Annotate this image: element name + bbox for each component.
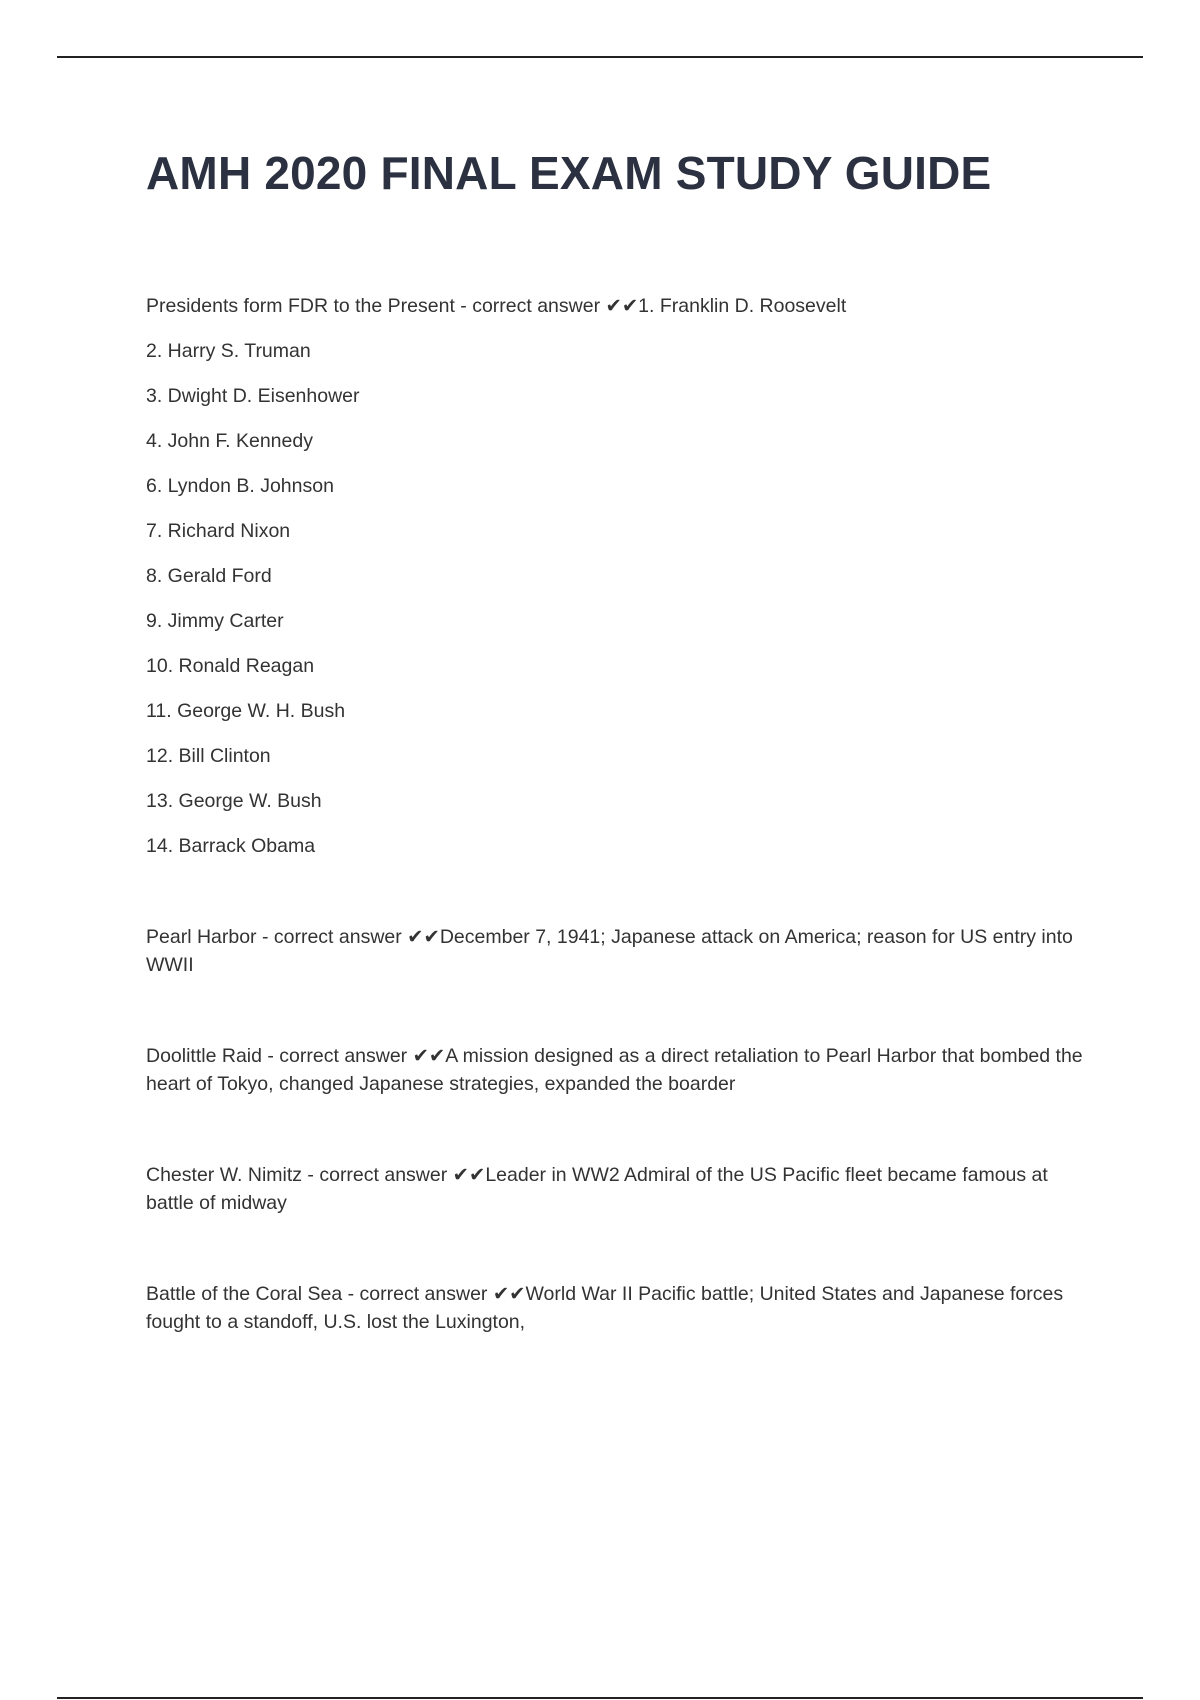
qa-block-coral-sea (146, 1280, 1096, 1336)
list-item: 7. Richard Nixon (146, 520, 291, 542)
list-item: 4. John F. Kennedy (146, 430, 313, 452)
document-title: AMH 2020 FINAL EXAM STUDY GUIDE (146, 147, 992, 199)
list-item: 13. George W. Bush (146, 790, 322, 812)
list-item: 9. Jimmy Carter (146, 610, 284, 632)
qa-text: Chester W. Nimitz - correct answer ✔✔Leader in WW2 Admiral of the US Pacific fleet became famous at battle of midway (146, 1164, 1048, 1214)
list-item: 11. George W. H. Bush (146, 700, 346, 722)
presidents-question: Presidents form FDR to the Present - correct answer ✔✔1. Franklin D. Roosevelt (146, 295, 847, 317)
list-item: 3. Dwight D. Eisenhower (146, 385, 360, 407)
list-item: 2. Harry S. Truman (146, 340, 311, 362)
qa-text: Battle of the Coral Sea - correct answer ✔✔World War II Pacific battle; United States and Japanese forces fought to a standoff, U.S. lost the Luxington, (146, 1283, 1064, 1333)
top-divider (57, 56, 1143, 58)
qa-text: Doolittle Raid - correct answer ✔✔A mission designed as a direct retaliation to Pearl Harbor that bombed the heart of Tokyo, changed Japanese strategies, expanded the boarder (146, 1045, 1083, 1095)
list-item: 12. Bill Clinton (146, 745, 271, 767)
list-item: 8. Gerald Ford (146, 565, 272, 587)
list-item: 10. Ronald Reagan (146, 655, 315, 677)
document-body (146, 292, 1096, 1336)
qa-block-doolittle-raid (146, 1042, 1096, 1098)
bottom-divider (57, 1697, 1143, 1699)
qa-block-pearl-harbor (146, 923, 1096, 979)
list-item: 6. Lyndon B. Johnson (146, 475, 334, 497)
qa-text: Pearl Harbor - correct answer ✔✔December 7, 1941; Japanese attack on America; reason for US entry into WWII (146, 926, 1073, 976)
qa-block-nimitz (146, 1161, 1096, 1217)
list-item: 14. Barrack Obama (146, 835, 316, 857)
